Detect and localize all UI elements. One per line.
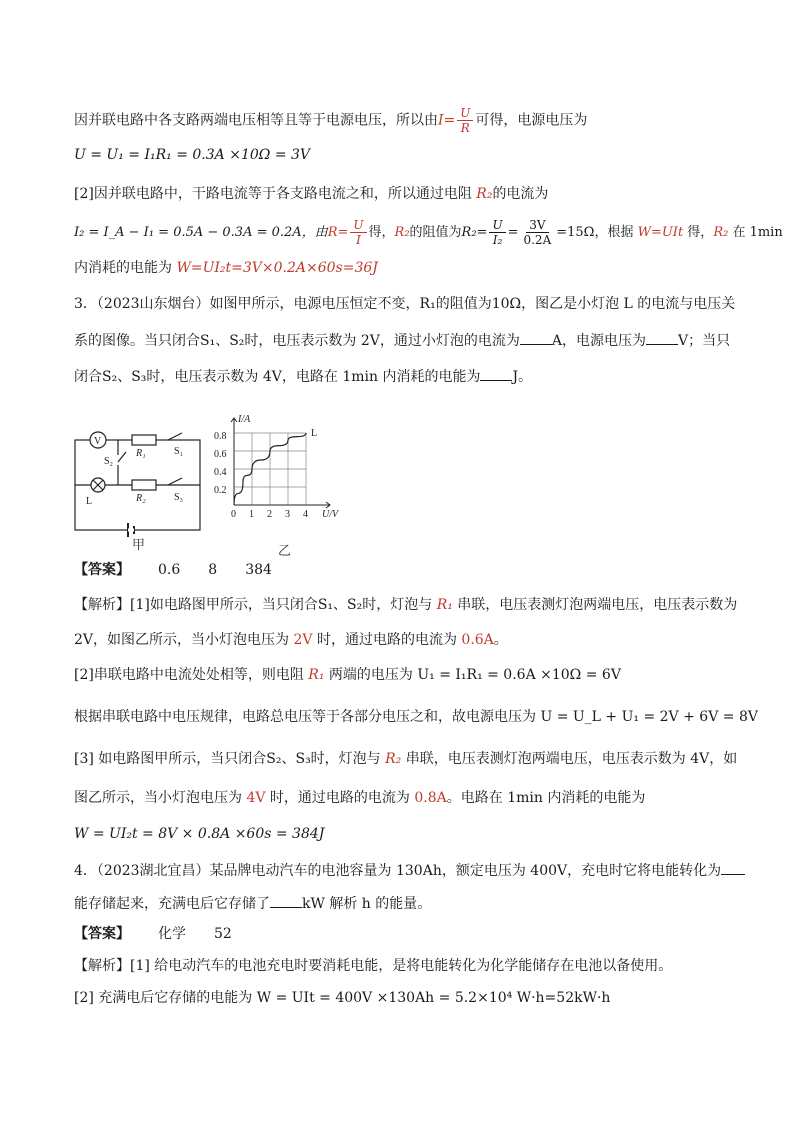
fraction-numerator: U — [350, 218, 366, 233]
text-span: 因并联电路中各支路两端电压相等且等于电源电压，所以由 — [74, 112, 438, 129]
text-span: 两端的电压为 U₁ = I₁R₁ = 0.6A ×10Ω = 6V — [324, 667, 621, 683]
text-span: [3] 如电路图甲所示，当只闭合S₂、S₃时，灯泡与 — [74, 751, 386, 767]
text-span: 图乙所示，当小灯泡电压为 — [74, 790, 247, 806]
answer-blank[interactable] — [270, 893, 302, 908]
highlight-value: 4V — [246, 790, 266, 806]
answer-value: 384 — [245, 562, 272, 578]
text-span: 的电流为 — [492, 186, 549, 202]
highlight-value: 0.6A — [461, 632, 494, 648]
text-span: 得， — [683, 225, 714, 240]
text-span: 4．（2023湖北宜昌）某品牌电动汽车的电池容量为 130Ah，额定电压为 400V，充电时它将电能转化为 — [74, 863, 722, 879]
question-3-line-2 — [74, 330, 730, 351]
text-span: 时，通过电路的电流为 — [312, 632, 462, 648]
voltmeter-label: V — [94, 436, 102, 447]
text-span: 可得，电源电压为 — [475, 112, 588, 129]
text-span: 得， — [368, 225, 395, 240]
formula: W=UI₂t=3V×0.2A×60s=36J — [176, 260, 378, 276]
explanation-line: [2] 充满电后它存储的电能为 W = UIt = 400V ×130Ah = 5.2×10⁴ W·h=52kW·h — [74, 990, 611, 1006]
answer-value: 0.6 — [158, 562, 181, 578]
answer-blank[interactable] — [480, 366, 512, 381]
text-span: kW 解析 h 的能量。 — [302, 896, 432, 912]
r1-label: R₁ — [136, 448, 146, 459]
explanation-line: 根据串联电路中电压规律，电路总电压等于各部分电压之和，故电源电压为 U = U_L + U₁ = 2V + 6V = 8V — [74, 709, 758, 725]
text-line — [74, 106, 587, 135]
formula-lhs: I= — [438, 112, 456, 129]
answer-blank[interactable] — [646, 330, 678, 345]
x-axis-label: U/V — [322, 509, 339, 520]
text-span: J。 — [512, 369, 533, 385]
y-tick-label: 0.2 — [214, 485, 227, 496]
text-span: 串联，电压表测灯泡两端电压，电压表示数为 4V，如 — [401, 751, 738, 767]
x-tick-label: 4 — [303, 509, 308, 520]
switch-s3-icon — [168, 478, 182, 485]
text-span: ，根据 — [594, 225, 638, 240]
answer-label: 【答案】 — [74, 926, 130, 942]
answer-label: 【答案】 — [74, 562, 130, 578]
resistor-r2-icon — [132, 480, 156, 490]
text-span: 。 — [493, 632, 508, 648]
switch-s2-icon — [118, 452, 126, 462]
text-span: 时，通过电路的电流为 — [265, 790, 415, 806]
equation-line — [74, 218, 783, 247]
formula-lhs: R₂= — [461, 225, 488, 240]
explanation-line — [74, 595, 737, 615]
resistor-r1-icon — [132, 435, 156, 445]
fraction-denominator: R — [460, 121, 470, 135]
answer-blank[interactable] — [721, 860, 745, 875]
fraction-numerator: U — [457, 106, 473, 121]
text-line — [74, 258, 378, 278]
x-tick-label: 3 — [285, 509, 290, 520]
y-tick-label: 0.8 — [214, 431, 227, 442]
explanation-line — [74, 749, 737, 769]
answer-value: 8 — [208, 562, 218, 578]
fraction-numerator: 3V — [526, 218, 548, 233]
fraction-denominator: I — [356, 233, 361, 247]
question-4-line-1 — [74, 860, 745, 881]
formula: W=UIt — [637, 225, 684, 240]
question-3-line-3 — [74, 366, 532, 387]
equation-line: W = UI₂t = 8V × 0.8A ×60s = 384J — [74, 826, 325, 842]
lamp-label: L — [86, 496, 93, 507]
answer-line — [74, 560, 272, 580]
s1-label: S₁ — [174, 446, 184, 457]
equation-line: U = U₁ = I₁R₁ = 0.3A ×10Ω = 3V — [74, 147, 311, 163]
resistor-label: R₂ — [713, 225, 729, 240]
text-span: 【解析】[1]如电路图甲所示，当只闭合S₁、S₂时，灯泡与 — [74, 597, 437, 613]
text-span: 能存储起来，充满电后它存储了 — [74, 896, 270, 912]
fraction-denominator: 0.2A — [523, 233, 552, 247]
figure-block — [70, 410, 370, 559]
answer-value: 52 — [214, 926, 232, 942]
fraction — [520, 218, 554, 247]
x-tick-label: 1 — [249, 509, 254, 520]
text-span: 内消耗的电能为 — [74, 260, 177, 276]
question-3-line-1: 3．（2023山东烟台）如图甲所示，电源电压恒定不变，R₁的阻值为10Ω，图乙是小灯泡 L 的电流与电压关 — [74, 296, 736, 312]
text-span: A，电源电压为 — [551, 333, 646, 349]
text-span: [2]串联电路中电流处处相等，则电阻 — [74, 667, 309, 683]
y-axis-label: I/A — [238, 414, 251, 425]
resistor-label: R₂ — [385, 751, 402, 767]
curve-label: L — [311, 428, 318, 439]
explanation-line — [74, 665, 621, 685]
text-span: =15Ω — [556, 225, 595, 240]
formula-lhs: R= — [327, 225, 349, 240]
switch-s1-icon — [168, 433, 182, 440]
text-span: = — [507, 225, 519, 240]
iu-graph — [210, 410, 360, 535]
fraction — [350, 218, 366, 247]
text-span: 串联，电压表测灯泡两端电压，电压表示数为 — [452, 597, 738, 613]
resistor-label: R₁ — [308, 667, 325, 683]
text-span: 的阻值为 — [409, 225, 462, 240]
question-4-line-2 — [74, 893, 431, 914]
text-span: I₂ = I_A − I₁ = 0.5A − 0.3A = 0.2A，由 — [74, 225, 328, 240]
text-span: 系的图像。当只闭合S₁、S₂时，电压表示数为 2V，通过小灯泡的电流为 — [74, 333, 520, 349]
highlight-value: 0.8A — [414, 790, 447, 806]
graph-grid — [234, 433, 306, 505]
x-tick-label: 2 — [267, 509, 272, 520]
text-span: 在 1min — [728, 225, 783, 240]
answer-value: 化学 — [158, 926, 186, 942]
text-span: 闭合S₂、S₃时，电压表示数为 4V，电路在 1min 内消耗的电能为 — [74, 369, 481, 385]
text-line — [74, 184, 548, 204]
explanation-line — [74, 630, 508, 650]
r2-label: R₂ — [136, 493, 146, 504]
resistor-label: R₂ — [476, 186, 493, 202]
x-tick-label: 0 — [231, 509, 236, 520]
answer-line — [74, 924, 232, 944]
text-span: V；当只 — [678, 333, 731, 349]
figure-caption-jia: 甲 — [132, 538, 146, 553]
fraction-numerator: U — [489, 218, 505, 233]
text-span: 。电路在 1min 内消耗的电能为 — [446, 790, 646, 806]
s3-label: S₃ — [174, 492, 184, 503]
figure-caption-yi: 乙 — [278, 544, 292, 559]
highlight-value: 2V — [293, 632, 313, 648]
y-tick-label: 0.4 — [214, 467, 227, 478]
resistor-label: R₂ — [394, 225, 410, 240]
s2-label: S₂ — [104, 456, 114, 467]
resistor-label: R₁ — [436, 597, 453, 613]
circuit-diagram — [70, 430, 210, 550]
y-tick-label: 0.6 — [214, 449, 227, 460]
explanation-line — [74, 788, 645, 808]
text-span: [2]因并联电路中，干路电流等于各支路电流之和，所以通过电阻 — [74, 186, 477, 202]
fraction — [457, 106, 473, 135]
explanation-line: 【解析】[1] 给电动汽车的电池充电时要消耗电能，是将电能转化为化学能储存在电池以备使用。 — [74, 958, 673, 974]
answer-blank[interactable] — [520, 330, 552, 345]
fraction-denominator: I₂ — [492, 233, 503, 247]
fraction — [489, 218, 505, 247]
text-span: 2V，如图乙所示，当小灯泡电压为 — [74, 632, 294, 648]
